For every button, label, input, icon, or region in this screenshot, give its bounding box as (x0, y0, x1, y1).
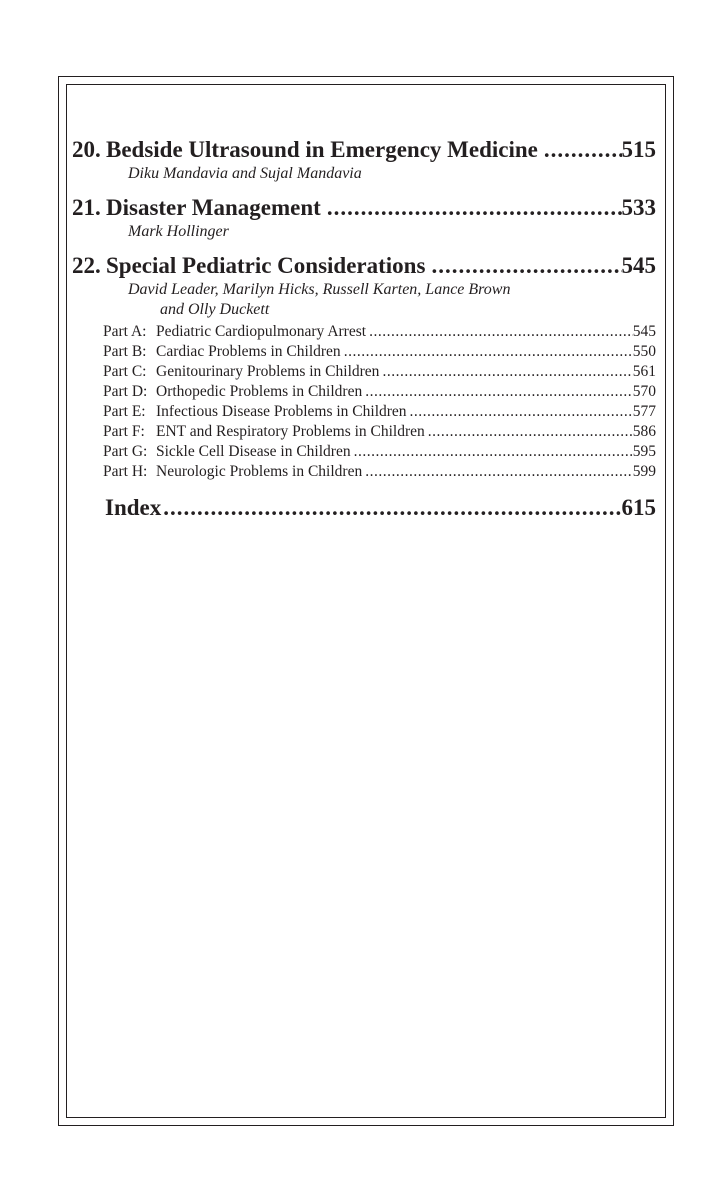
toc-part-h[interactable] (103, 462, 656, 482)
part-title: Genitourinary Problems in Children (156, 363, 380, 380)
chapter-heading (72, 252, 656, 280)
chapter-number: 21. (72, 195, 101, 220)
author-line: David Leader, Marilyn Hicks, Russell Karten, Lance Brown (128, 281, 511, 298)
dot-leader (351, 442, 633, 462)
index-page-number: 615 (621, 495, 656, 520)
toc-chapter-21[interactable] (72, 194, 656, 242)
toc-part-f[interactable] (103, 422, 656, 442)
part-page-number: 545 (632, 323, 656, 340)
toc-chapter-20[interactable] (72, 136, 656, 184)
chapter-heading (72, 136, 656, 164)
part-label: Part F: (103, 423, 145, 440)
part-page-number: 570 (632, 383, 656, 400)
dot-leader (538, 136, 622, 164)
part-label: Part B: (103, 343, 147, 360)
part-label: Part G: (103, 443, 148, 460)
chapter-title: Disaster Management (106, 195, 321, 220)
chapter-number: 22. (72, 253, 101, 278)
dot-leader (379, 362, 632, 382)
index-title: Index (105, 495, 162, 520)
part-label: Part D: (103, 383, 148, 400)
part-label: Part H: (103, 463, 148, 480)
part-page-number: 561 (632, 363, 656, 380)
chapter-authors (72, 222, 656, 242)
dot-leader (161, 494, 621, 522)
part-title: Sickle Cell Disease in Children (156, 443, 351, 460)
chapter-number: 20. (72, 137, 101, 162)
chapter-title: Bedside Ultrasound in Emergency Medicine (106, 137, 538, 162)
dot-leader (425, 422, 633, 442)
toc-part-c[interactable] (103, 362, 656, 382)
chapter-page-number: 515 (621, 137, 656, 162)
toc-part-d[interactable] (103, 382, 656, 402)
part-page-number: 577 (632, 403, 656, 420)
toc-part-a[interactable] (103, 322, 656, 342)
chapter-title: Special Pediatric Considerations (106, 253, 426, 278)
author-line: Diku Mandavia and Sujal Mandavia (128, 165, 362, 182)
part-title: ENT and Respiratory Problems in Children (156, 423, 425, 440)
part-title: Pediatric Cardiopulmonary Arrest (156, 323, 367, 340)
part-label: Part A: (103, 323, 147, 340)
toc-part-b[interactable] (103, 342, 656, 362)
chapter-page-number: 545 (621, 253, 656, 278)
part-title: Cardiac Problems in Children (156, 343, 341, 360)
dot-leader (362, 382, 633, 402)
part-label: Part C: (103, 363, 147, 380)
part-page-number: 595 (632, 443, 656, 460)
dot-leader (341, 342, 633, 362)
author-line: and Olly Duckett (160, 301, 270, 318)
toc-chapter-22[interactable] (72, 252, 656, 482)
author-line: Mark Hollinger (128, 223, 229, 240)
toc-part-e[interactable] (103, 402, 656, 422)
part-title: Neurologic Problems in Children (156, 463, 363, 480)
chapter-heading (72, 194, 656, 222)
chapter-page-number: 533 (621, 195, 656, 220)
dot-leader (366, 322, 633, 342)
toc-part-g[interactable] (103, 442, 656, 462)
part-page-number: 586 (632, 423, 656, 440)
dot-leader (321, 194, 622, 222)
toc-index[interactable] (72, 494, 656, 522)
part-title: Infectious Disease Problems in Children (156, 403, 407, 420)
part-page-number: 599 (632, 463, 656, 480)
part-title: Orthopedic Problems in Children (156, 383, 363, 400)
dot-leader (407, 402, 633, 422)
table-of-contents (72, 136, 656, 522)
dot-leader (362, 462, 633, 482)
part-label: Part E: (103, 403, 146, 420)
part-page-number: 550 (632, 343, 656, 360)
dot-leader (425, 252, 621, 280)
chapter-authors (72, 280, 656, 320)
chapter-authors (72, 164, 656, 184)
chapter-parts-list (72, 322, 656, 482)
